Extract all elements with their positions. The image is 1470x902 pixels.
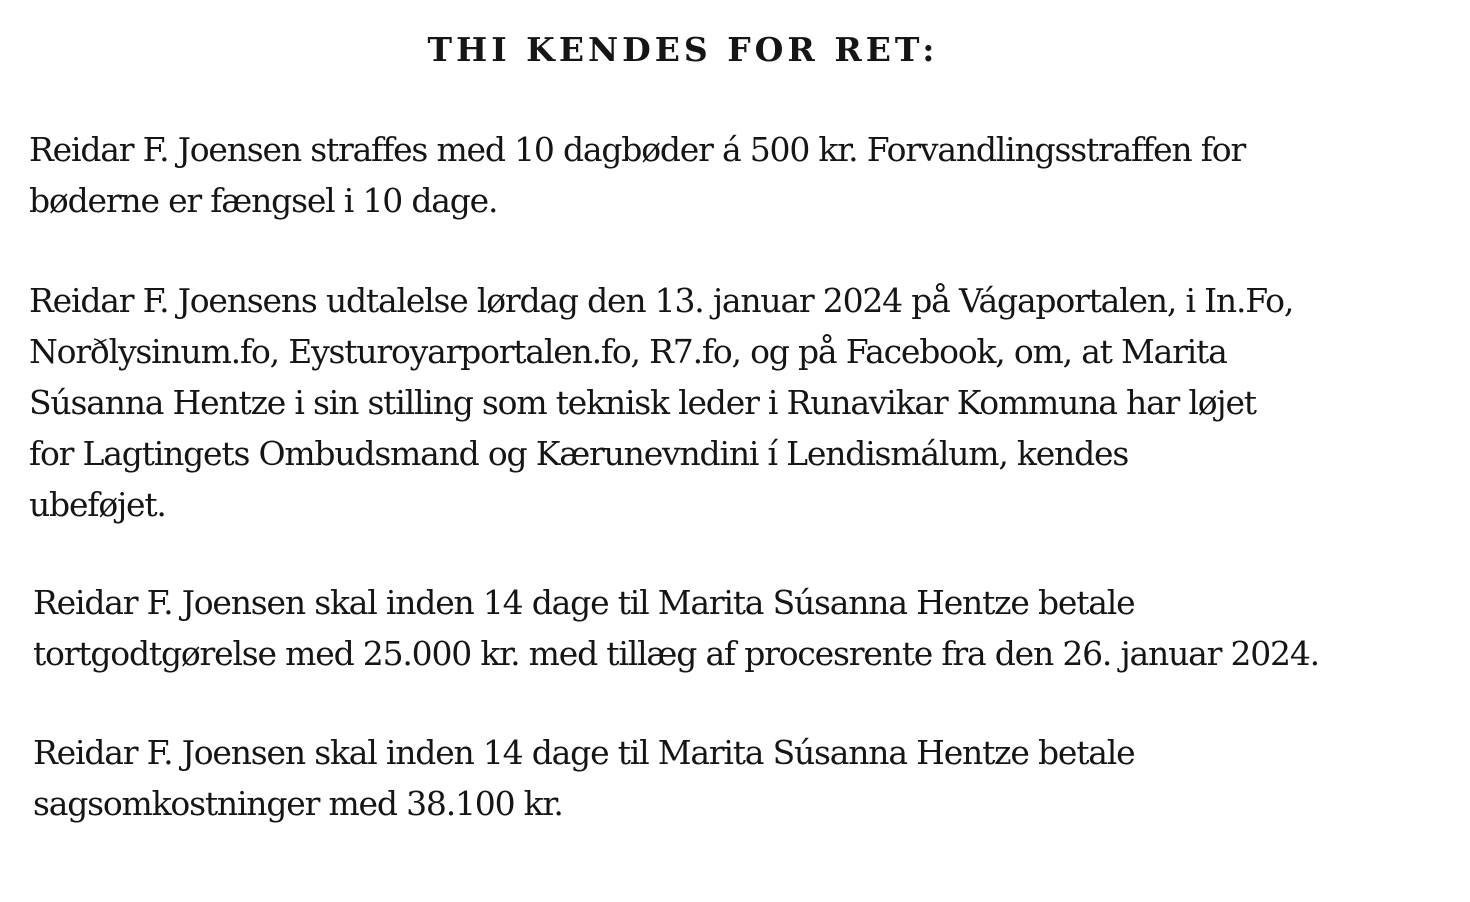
paragraph-line: Reidar F. Joensen skal inden 14 dage til Marita Súsanna Hentze betale: [33, 733, 1135, 772]
verdict-paragraph-costs: [33, 727, 1134, 829]
paragraph-line: bøderne er fængsel i 10 dage.: [29, 181, 498, 220]
verdict-paragraph-fine: [29, 124, 1245, 226]
verdict-heading: THI KENDES FOR RET:: [427, 30, 939, 69]
paragraph-line: Norðlysinum.fo, Eysturoyarportalen.fo, R7.fo, og på Facebook, om, at Marita: [29, 332, 1227, 371]
verdict-paragraph-statement: [29, 275, 1293, 530]
paragraph-line: sagsomkostninger med 38.100 kr.: [33, 784, 563, 823]
paragraph-line: Reidar F. Joensens udtalelse lørdag den 13. januar 2024 på Vágaportalen, i In.Fo,: [29, 281, 1294, 320]
paragraph-line: for Lagtingets Ombudsmand og Kærunevndini í Lendismálum, kendes: [29, 434, 1129, 473]
paragraph-line: Reidar F. Joensen straffes med 10 dagbøder á 500 kr. Forvandlingsstraffen for: [29, 130, 1246, 169]
paragraph-line: Reidar F. Joensen skal inden 14 dage til Marita Súsanna Hentze betale: [33, 583, 1135, 622]
paragraph-line: tortgodtgørelse med 25.000 kr. med tillæg af procesrente fra den 26. januar 2024.: [33, 634, 1319, 673]
verdict-paragraph-compensation: [33, 577, 1319, 679]
paragraph-line: Súsanna Hentze i sin stilling som teknisk leder i Runavikar Kommuna har løjet: [29, 383, 1256, 422]
paragraph-line: ubeføjet.: [29, 485, 166, 524]
